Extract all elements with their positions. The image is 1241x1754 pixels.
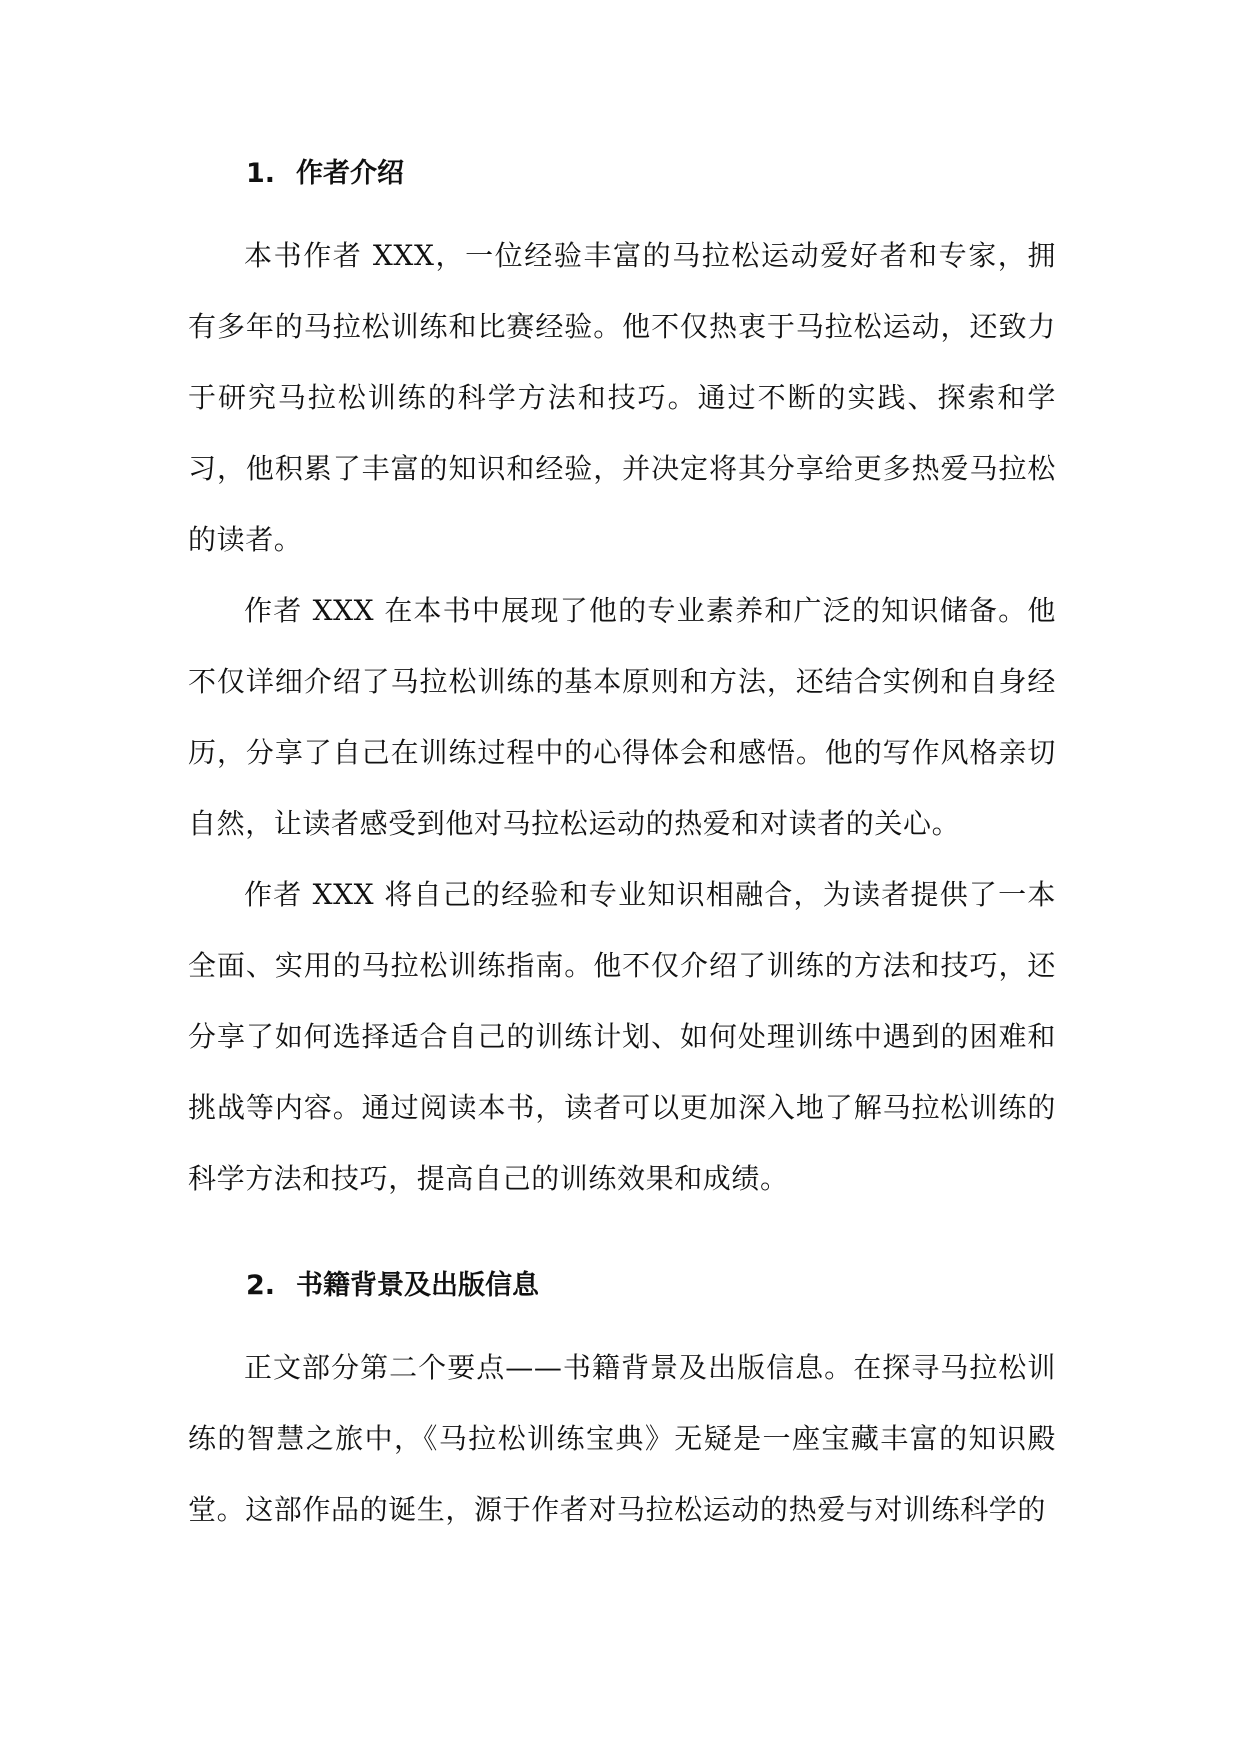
paragraph: 作者 XXX 将自己的经验和专业知识相融合，为读者提供了一本全面、实用的马拉松训练指南。他不仅介绍了训练的方法和技巧，还分享了如何选择适合自己的训练计划、如何处理训练中遇到的困难和挑战等内容。通过阅读本书，读者可以更加深入地了解马拉松训练的科学方法和技巧，提高自己的训练效果和成绩。 <box>188 878 1056 1195</box>
section-heading-background <box>188 1240 1056 1332</box>
section-number: 2. <box>246 1270 276 1301</box>
document-page <box>188 128 1056 1545</box>
paragraph: 正文部分第二个要点——书籍背景及出版信息。在探寻马拉松训练的智慧之旅中，《马拉松训练宝典》无疑是一座宝藏丰富的知识殿堂。这部作品的诞生，源于作者对马拉松运动的热爱与对训练科学的 <box>188 1351 1056 1526</box>
section-title: 作者介绍 <box>296 158 404 189</box>
section-number: 1. <box>246 158 276 189</box>
section-heading-author <box>188 128 1056 220</box>
section-title: 书籍背景及出版信息 <box>296 1270 539 1301</box>
paragraph: 作者 XXX 在本书中展现了他的专业素养和广泛的知识储备。他不仅详细介绍了马拉松训练的基本原则和方法，还结合实例和自身经历，分享了自己在训练过程中的心得体会和感悟。他的写作风格亲切自然，让读者感受到他对马拉松运动的热爱和对读者的关心。 <box>188 594 1056 840</box>
paragraph: 本书作者 XXX，一位经验丰富的马拉松运动爱好者和专家，拥有多年的马拉松训练和比赛经验。他不仅热衷于马拉松运动，还致力于研究马拉松训练的科学方法和技巧。通过不断的实践、探索和学习，他积累了丰富的知识和经验，并决定将其分享给更多热爱马拉松的读者。 <box>188 239 1056 556</box>
